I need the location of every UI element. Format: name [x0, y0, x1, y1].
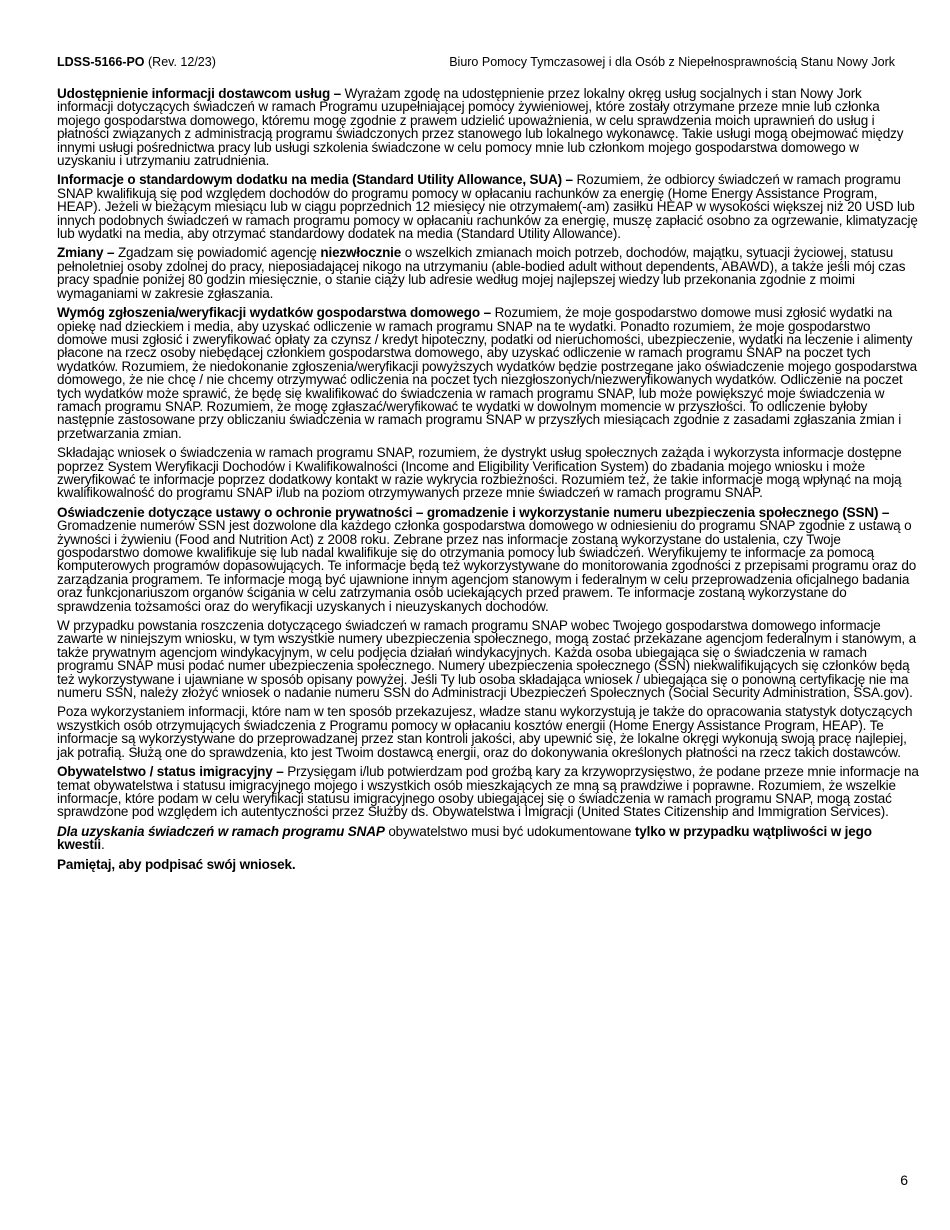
- section-text: Rozumiem, że moje gospodarstwo domowe musi zgłosić wydatki na opiekę nad dzieckiem i media, aby uzyskać odliczenie w ramach programu SNAP na te wydatki. Ponadto rozumiem, że moje gospodarstwo domowe musi zgłosić i zweryfikować opłaty za czynsz / kredyt hipoteczny, podatki od nieruchomości, ubezpieczenie, wydatki na leczenie i alimenty płacone na rzecz osoby niebędącej członkiem gospodarstwa domowego, aby uzyskać odliczenie w ramach programu SNAP na poczet tych wydatków. Rozumiem, że niedokonanie zgłoszenia/weryfikacji powyższych wydatków będzie postrzegane jako oświadczenie mojego gospodarstwa domowego, że nie chcę / nie chcemy otrzymywać odliczenia na poczet tych niezgłoszonych/niezweryfikowanych wydatków. Odliczenie na poczet tych wydatków może sprawić, że będę się kwalifikować do świadczenia w ramach programu SNAP, lub może powiększyć moje świadczenia w ramach programu SNAP. Rozumiem, że mogę zgłaszać/weryfikować te wydatki w dowolnym momencie w przyszłości. To odliczenie byłoby następnie zastosowane przy obliczaniu świadczenia w ramach programu SNAP w przyszłych miesiącach zgodnie z zasadami zgłaszania zmian i przetwarzania zmian.: [57, 305, 917, 441]
- section-text-end: .: [100, 837, 105, 853]
- section-heading: Oświadczenie dotyczące ustawy o ochronie prywatności – gromadzenie i wykorzystanie numeru ubezpieczenia społecznego (SSN) –: [57, 504, 890, 520]
- section-text: Składając wniosek o świadczenia w ramach programu SNAP, rozumiem, że dystrykt usług społecznych zażąda i wykorzysta informacje dostępne poprzez System Weryfikacji Dochodów i Kwalifikowalności (Income and Eligibility Verification System) do zbadania mojego wniosku i może zweryfikować te informacje poprzez dodatkowy kontakt w razie wykrycia rozbieżności. Rozumiem też, że takie informacje mogą wpłynąć na moją kwalifikowalność do programu SNAP i/lub na poziom otrzymywanych przeze mnie świadczeń w ramach programu SNAP.: [57, 445, 902, 501]
- form-id: LDSS-5166-PO: [57, 55, 145, 69]
- section-emphasis: niezwłocznie: [320, 245, 402, 261]
- documentation-section: [57, 825, 919, 852]
- provider-disclosure-section: [57, 87, 919, 167]
- claim-section: [57, 619, 919, 699]
- expenses-section: [57, 306, 919, 440]
- ievs-section: [57, 446, 919, 500]
- heap-section: [57, 705, 919, 759]
- section-heading: Obywatelstwo / status imigracyjny –: [57, 764, 284, 780]
- page-number: 6: [900, 1172, 908, 1188]
- agency-name: Biuro Pomocy Tymczasowej i dla Osób z Niepełnosprawnością Stanu Nowy Jork: [449, 55, 895, 69]
- page-header: [57, 55, 895, 70]
- changes-section: [57, 246, 919, 300]
- section-heading: Informacje o standardowym dodatku na media (Standard Utility Allowance, SUA) –: [57, 172, 573, 188]
- section-heading: Udostępnienie informacji dostawcom usług –: [57, 86, 341, 101]
- section-text: Wyrażam zgodę na udostępnienie przez lokalny okręg usług socjalnych i stan Nowy Jork informacji dotyczących świadczeń w ramach Programu uzupełniającej pomocy żywieniowej, które zostały otrzymane przeze mnie lub członka mojego gospodarstwa domowego, któremu mogę zgodnie z prawem udzielić upoważnienia, w celu sprawdzenia moich uprawnień do usług i płatności związanych z administracją programu świadczonych przez stanowego lub lokalnego wykonawcę. Takie usługi mogą obejmować między innymi usługi pośrednictwa pracy lub usługi szkolenia świadczone w celu pomocy mnie lub członkom mojego gospodarstwa domowego w uzyskaniu i utrzymaniu zatrudnienia.: [57, 86, 904, 169]
- form-identifier: [57, 55, 216, 70]
- section-text: Poza wykorzystaniem informacji, które nam w ten sposób przekazujesz, władze stanu wykorzystują je także do opracowania statystyk dotyczących wszystkich osób otrzymujących świadczenia z Programu pomocy w opłacaniu kosztów energii (Home Energy Assistance Program, HEAP). Te informacje są wykorzystywane do przeprowadzanej przez stan kontroli jakości, aby upewnić się, że lokalne okręgi wykonują swoją pracę najlepiej, jak potrafią. Służą one do sprawdzenia, kto jest Twoim dostawcą energii, oraz do dokonywania określonych płatności na rzecz takich dostawców.: [57, 704, 913, 760]
- section-text: W przypadku powstania roszczenia dotyczącego świadczeń w ramach programu SNAP wobec Twojego gospodarstwa domowego informacje zawarte w niniejszym wniosku, w tym wszystkie numery ubezpieczenia społecznego, mogą zostać przekazane agencjom federalnym i stanowym, a także prywatnym agencjom windykacyjnym, w celu podjęcia działań windykacyjnych. Każda osoba ubiegająca się o świadczenia w ramach programu SNAP musi podać numer ubezpieczenia społecznego. Numery ubezpieczenia społecznego (SSN) niekwalifikujących się członków będą też wykorzystywane i ujawniane w sposób opisany powyżej. Jeśli Ty lub osoba składająca wniosek / ubiegająca się o ponowną certyfikację nie ma numeru SSN, należy złożyć wniosek o nadanie numeru SSN do Administracji Ubezpieczeń Społecznych (Social Security Administration, SSA.gov).: [57, 618, 916, 701]
- section-text: Rozumiem, że odbiorcy świadczeń w ramach programu SNAP kwalifikują się pod względem dochodów do programu pomocy w opłacaniu rachunków za energię (Home Energy Assistance Program, HEAP). Jeżeli w bieżącym miesiącu lub w ciągu poprzednich 12 miesięcy nie otrzymałem(-am) zasiłku HEAP w wysokości większej niż 20 USD lub innych podobnych świadczeń w ramach programu pomocy w opłacaniu rachunków za energię, muszę zapłacić osobno za ogrzewanie, klimatyzację lub wydatki na media, aby otrzymać standardowy dodatek na media (Standard Utility Allowance).: [57, 172, 918, 242]
- sign-reminder: Pamiętaj, aby podpisać swój wniosek.: [57, 856, 296, 872]
- privacy-section: [57, 506, 919, 613]
- section-heading: Zmiany –: [57, 245, 115, 261]
- section-heading: Wymóg zgłoszenia/weryfikacji wydatków gospodarstwa domowego –: [57, 305, 491, 321]
- citizenship-section: [57, 765, 919, 819]
- section-text: Zgadzam się powiadomić agencję: [117, 245, 317, 261]
- section-text: Przysięgam i/lub potwierdzam pod groźbą kary za krzywoprzysięstwo, że podane przeze mnie informacje na temat obywatelstwa i statusu imigracyjnego mojego i wszystkich osób mieszkających ze mną są prawdziwe i poprawne. Rozumiem, że wszelkie informacje, które podam w celu weryfikacji statusu imigracyjnego osoby ubiegającej się o świadczenia w ramach programu SNAP, mogą zostać sprawdzone pod względem ich autentyczności przez Służby ds. Obywatelstwa i Imigracji (United States Citizenship and Immigration Services).: [57, 764, 919, 820]
- document-body: [57, 87, 919, 877]
- section-text: o wszelkich zmianach moich potrzeb, dochodów, majątku, sytuacji życiowej, statusu pełnoletniej osoby zdolnej do pracy, nieposiadającej nikogo na utrzymaniu (able-bodied adult without dependents, ABAWD), a także jeśli mój czas pracy spadnie poniżej 80 godzin miesięcznie, o stanie ciąży lub adresie według mojej najlepszej wiedzy lub przekonania zgodnie z moimi wymaganiami w zakresie zgłaszania.: [57, 245, 906, 301]
- section-text: Gromadzenie numerów SSN jest dozwolone dla każdego członka gospodarstwa domowego w odniesieniu do programu SNAP zgodnie z ustawą o żywności i żywieniu (Food and Nutrition Act) z 2008 roku. Zebrane przez nas informacje zostaną wykorzystane do ustalenia, czy Twoje gospodarstwo domowe kwalifikuje się lub nadal kwalifikuje się do otrzymania pomocy lub świadczeń. Weryfikujemy te informacje za pomocą komputerowych programów dopasowujących. Te informacje będą też wykorzystywane do monitorowania zgodności z przepisami programu oraz do zarządzania programem. Te informacje mogą być ujawnione innym agencjom stanowym i federalnym w celu przeprowadzenia oficjalnego badania oraz funkcjonariuszom organów ścigania w celu zatrzymania osób uciekających przed prawem. Te informacje zostaną wykorzystane do sprawdzenia tożsamości oraz do weryfikacji uzyskanych i nieuzyskanych dochodów.: [57, 518, 917, 614]
- section-lead: Dla uzyskania świadczeń w ramach programu SNAP: [57, 823, 385, 839]
- sua-section: [57, 173, 919, 240]
- section-emphasis: tylko w przypadku wątpliwości w jego kwestii: [57, 823, 872, 853]
- form-revision: (Rev. 12/23): [148, 55, 216, 69]
- section-text: obywatelstwo musi być udokumentowane: [388, 823, 632, 839]
